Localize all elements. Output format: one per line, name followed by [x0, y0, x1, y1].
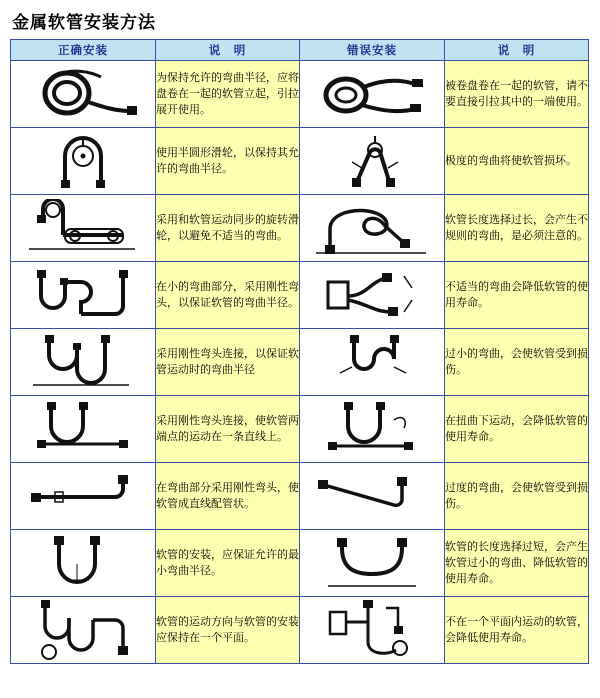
- table-row: [11, 597, 589, 664]
- coiled-hose-pulled-icon: [300, 61, 445, 128]
- rigid-elbow-connection-icon: [11, 329, 156, 396]
- out-of-plane-motion-icon: [300, 597, 445, 664]
- table-row: [11, 128, 589, 195]
- note-text: 在扭曲下运动，会降低软管的使用寿命。: [445, 396, 589, 463]
- note-text: 不在一个平面内运动的软管，会降低使用寿命。: [445, 597, 589, 664]
- semicircular-sheave-icon: [11, 128, 156, 195]
- note-text: 过度的弯曲，会使软管受到损伤。: [445, 463, 589, 530]
- note-text: 过小的弯曲，会使软管受到损伤。: [445, 329, 589, 396]
- improper-bend-clamp-icon: [300, 262, 445, 329]
- table-row: [11, 463, 589, 530]
- note-text: 软管长度选择过长，会产生不规则的弯曲，是必须注意的。: [445, 195, 589, 262]
- note-text: 不适当的弯曲会降低软管的使用寿命。: [445, 262, 589, 329]
- note-text: 在小的弯曲部分，采用刚性弯头，以保证软管的弯曲半径。: [156, 262, 300, 329]
- note-text: 在弯曲部分采用刚性弯头，使软管成直线配管状。: [156, 463, 300, 530]
- too-long-hose-small-bend-icon: [300, 530, 445, 597]
- note-text: 为保持允许的弯曲半径，应将盘卷在一起的软管立起，引拉展开使用。: [156, 61, 300, 128]
- note-text: 采用刚性弯头连接，以保证软管运动时的弯曲半径: [156, 329, 300, 396]
- page-title: 金属软管安装方法: [12, 13, 156, 33]
- header-correct-install: 正确安装: [11, 40, 156, 61]
- same-plane-motion-icon: [11, 597, 156, 664]
- note-text: 极度的弯曲将使软管损坏。: [445, 128, 589, 195]
- note-text: 软管的长度选择过短，会产生软管过小的弯曲、降低软管的使用寿命。: [445, 530, 589, 597]
- note-text: 被卷盘卷在一起的软管，请不要直接引拉其中的一端使用。: [445, 61, 589, 128]
- synchronized-rotating-pulley-icon: [11, 195, 156, 262]
- too-long-hose-loop-icon: [300, 195, 445, 262]
- rigid-bend-small-radius-icon: [11, 262, 156, 329]
- note-text: 软管的运动方向与软管的安装应保持在一个平面。: [156, 597, 300, 664]
- header-wrong-install: 错误安装: [300, 40, 445, 61]
- excessive-bend-straight-icon: [300, 463, 445, 530]
- sharp-bend-pulley-icon: [300, 128, 445, 195]
- hose-installation-table: [10, 39, 589, 664]
- table-row: [11, 61, 589, 128]
- coiled-hose-standing-icon: [11, 61, 156, 128]
- table-row: [11, 195, 589, 262]
- table-row: [11, 329, 589, 396]
- header-wrong-note: 说 明: [445, 40, 589, 61]
- header-correct-note: 说 明: [156, 40, 300, 61]
- minimum-bend-radius-u-icon: [11, 530, 156, 597]
- note-text: 使用半圆形滑轮，以保持其允许的弯曲半径。: [156, 128, 300, 195]
- torsion-motion-u-bend-icon: [300, 396, 445, 463]
- note-text: 采用刚性弯头连接，使软管两端点的运动在一条直线上。: [156, 396, 300, 463]
- table-header-row: [11, 40, 589, 61]
- table-row: [11, 530, 589, 597]
- note-text: 软管的安装，应保证允许的最小弯曲半径。: [156, 530, 300, 597]
- rigid-elbow-straight-line-icon: [11, 396, 156, 463]
- too-small-bend-radius-icon: [300, 329, 445, 396]
- note-text: 采用和软管运动同步的旋转滑轮，以避免不适当的弯曲。: [156, 195, 300, 262]
- straight-piping-with-elbow-icon: [11, 463, 156, 530]
- table-row: [11, 396, 589, 463]
- table-row: [11, 262, 589, 329]
